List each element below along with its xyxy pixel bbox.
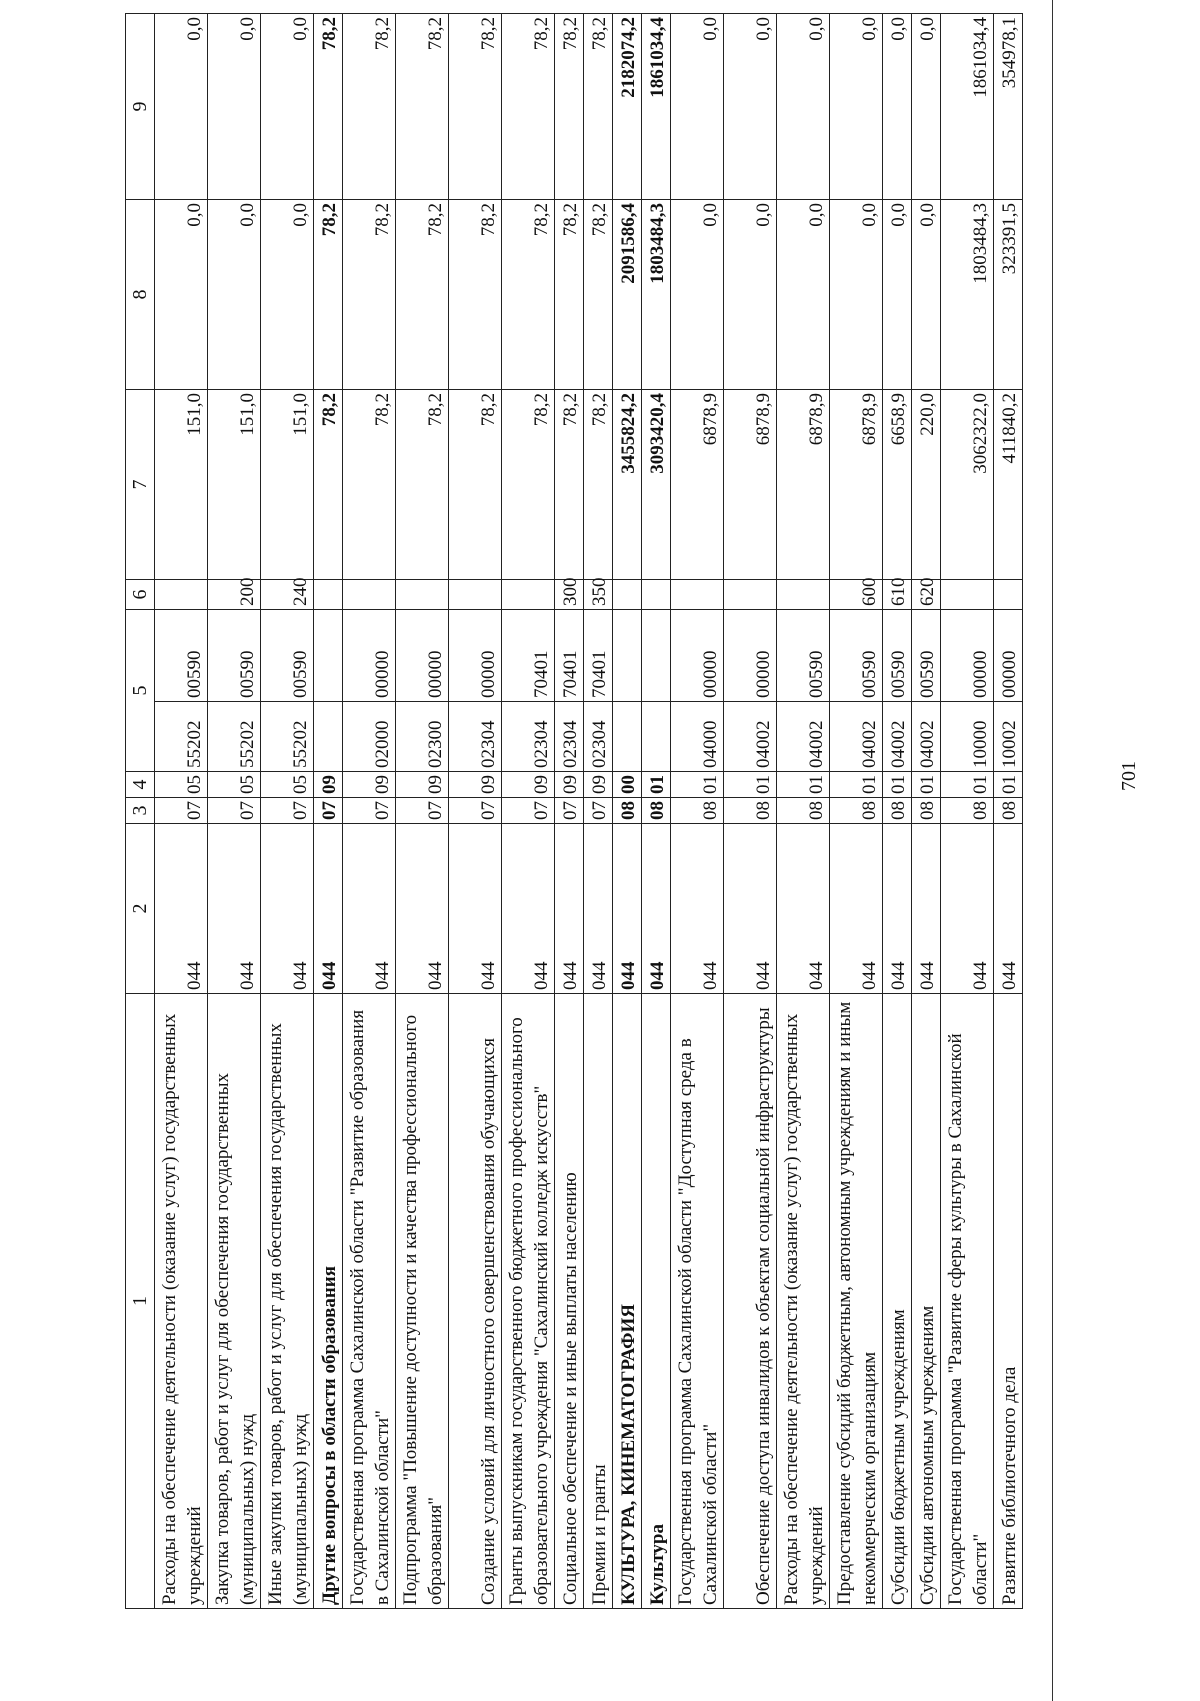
row-value-col7: 6878,9 [724, 390, 777, 580]
row-subsection: 01 [941, 772, 994, 798]
row-expense-type [642, 580, 671, 610]
row-section: 08 [941, 798, 994, 824]
row-name: Развитие библиотечного дела [994, 994, 1023, 1609]
row-admin-code: 044 [830, 824, 883, 994]
row-section: 07 [314, 798, 343, 824]
row-name: Расходы на обеспечение деятельности (оказание услуг) государственных учреждений [155, 994, 208, 1609]
row-expense-type [941, 580, 994, 610]
row-expense-type [502, 580, 555, 610]
row-target-article-1: 02000 [343, 702, 396, 772]
row-target-article-2: 00590 [883, 610, 912, 702]
row-expense-type: 240 [261, 580, 314, 610]
table-row [724, 14, 777, 1609]
row-target-article-1 [314, 702, 343, 772]
row-name: Государственная программа Сахалинской области "Доступная среда в Сахалинской области" [671, 994, 724, 1609]
row-value-col9: 0,0 [261, 14, 314, 200]
row-value-col8: 2091586,4 [613, 200, 642, 390]
row-section: 08 [883, 798, 912, 824]
row-value-col7: 6658,9 [883, 390, 912, 580]
row-name: КУЛЬТУРА, КИНЕМАТОГРАФИЯ [613, 994, 642, 1609]
header-row [126, 14, 155, 1609]
row-value-col8: 0,0 [261, 200, 314, 390]
row-expense-type [994, 580, 1023, 610]
row-section: 07 [208, 798, 261, 824]
row-admin-code: 044 [941, 824, 994, 994]
table-row [449, 14, 502, 1609]
row-value-col8: 0,0 [724, 200, 777, 390]
row-target-article-1: 55202 [261, 702, 314, 772]
row-subsection: 00 [613, 772, 642, 798]
row-admin-code: 044 [912, 824, 941, 994]
row-expense-type [671, 580, 724, 610]
row-value-col9: 0,0 [830, 14, 883, 200]
row-value-col9: 354978,1 [994, 14, 1023, 200]
row-value-col8: 78,2 [396, 200, 449, 390]
row-target-article-2: 00590 [155, 610, 208, 702]
row-target-article-2: 00590 [777, 610, 830, 702]
row-name: Подпрограмма "Повышение доступности и качества профессионального образования" [396, 994, 449, 1609]
row-expense-type: 300 [555, 580, 584, 610]
row-value-col7: 78,2 [584, 390, 613, 580]
row-name: Предоставление субсидий бюджетным, автономным учреждениям и иным некоммерческим организациям [830, 994, 883, 1609]
row-expense-type: 610 [883, 580, 912, 610]
table-row [584, 14, 613, 1609]
row-value-col8: 78,2 [343, 200, 396, 390]
row-target-article-1: 02304 [555, 702, 584, 772]
row-section: 07 [555, 798, 584, 824]
row-admin-code: 044 [343, 824, 396, 994]
row-value-col7: 151,0 [261, 390, 314, 580]
row-target-article-2: 00000 [994, 610, 1023, 702]
table-row [155, 14, 208, 1609]
row-value-col7: 411840,2 [994, 390, 1023, 580]
row-section: 07 [261, 798, 314, 824]
row-section: 07 [502, 798, 555, 824]
table-row [343, 14, 396, 1609]
table-row [912, 14, 941, 1609]
row-admin-code: 044 [208, 824, 261, 994]
row-target-article-1 [642, 702, 671, 772]
row-target-article-2: 00000 [941, 610, 994, 702]
row-target-article-1: 04002 [830, 702, 883, 772]
budget-table [125, 13, 1023, 1609]
row-value-col9: 0,0 [912, 14, 941, 200]
row-target-article-2: 00000 [343, 610, 396, 702]
row-name: Создание условий для личностного совершенствования обучающихся [449, 994, 502, 1609]
header-col-5: 5 [126, 610, 155, 772]
row-value-col8: 0,0 [208, 200, 261, 390]
row-subsection: 01 [777, 772, 830, 798]
header-col-9: 9 [126, 14, 155, 200]
row-value-col8: 1803484,3 [941, 200, 994, 390]
row-value-col7: 6878,9 [777, 390, 830, 580]
row-name: Расходы на обеспечение деятельности (оказание услуг) государственных учреждений [777, 994, 830, 1609]
row-admin-code: 044 [155, 824, 208, 994]
row-value-col9: 78,2 [555, 14, 584, 200]
header-col-6: 6 [126, 580, 155, 610]
row-admin-code: 044 [777, 824, 830, 994]
row-value-col9: 0,0 [671, 14, 724, 200]
row-target-article-2: 00000 [671, 610, 724, 702]
row-target-article-2: 70401 [584, 610, 613, 702]
table-row [261, 14, 314, 1609]
row-value-col7: 151,0 [155, 390, 208, 580]
row-target-article-1: 02304 [584, 702, 613, 772]
row-value-col7: 151,0 [208, 390, 261, 580]
row-name: Обеспечение доступа инвалидов к объектам социальной инфраструктуры [724, 994, 777, 1609]
row-value-col9: 0,0 [883, 14, 912, 200]
table-row [396, 14, 449, 1609]
row-admin-code: 044 [396, 824, 449, 994]
header-col-1: 1 [126, 994, 155, 1609]
row-subsection: 09 [502, 772, 555, 798]
table-row [830, 14, 883, 1609]
row-value-col8: 78,2 [584, 200, 613, 390]
row-value-col7: 6878,9 [671, 390, 724, 580]
row-expense-type [613, 580, 642, 610]
row-target-article-2: 00590 [830, 610, 883, 702]
row-value-col7: 78,2 [555, 390, 584, 580]
table-row [613, 14, 642, 1609]
row-name: Другие вопросы в области образования [314, 994, 343, 1609]
row-section: 08 [642, 798, 671, 824]
row-name: Закупка товаров, работ и услуг для обеспечения государственных (муниципальных) нужд [208, 994, 261, 1609]
row-subsection: 09 [314, 772, 343, 798]
row-subsection: 01 [642, 772, 671, 798]
table-row [671, 14, 724, 1609]
row-subsection: 09 [584, 772, 613, 798]
row-section: 08 [777, 798, 830, 824]
row-value-col8: 323391,5 [994, 200, 1023, 390]
row-subsection: 05 [208, 772, 261, 798]
table-row [642, 14, 671, 1609]
row-admin-code: 044 [994, 824, 1023, 994]
row-target-article-2: 00590 [912, 610, 941, 702]
row-expense-type: 350 [584, 580, 613, 610]
row-value-col9: 78,2 [343, 14, 396, 200]
row-section: 08 [613, 798, 642, 824]
row-subsection: 05 [261, 772, 314, 798]
row-section: 07 [449, 798, 502, 824]
row-section: 07 [584, 798, 613, 824]
row-name: Иные закупки товаров, работ и услуг для обеспечения государственных (муниципальных) нужд [261, 994, 314, 1609]
row-expense-type: 600 [830, 580, 883, 610]
row-target-article-1: 04002 [724, 702, 777, 772]
row-expense-type: 620 [912, 580, 941, 610]
table-row [883, 14, 912, 1609]
row-admin-code: 044 [724, 824, 777, 994]
row-value-col7: 3062322,0 [941, 390, 994, 580]
table-row [502, 14, 555, 1609]
page-number: 701 [1118, 761, 1140, 791]
row-value-col7: 78,2 [449, 390, 502, 580]
row-target-article-2: 70401 [555, 610, 584, 702]
row-expense-type [314, 580, 343, 610]
row-expense-type: 200 [208, 580, 261, 610]
header-col-2: 2 [126, 824, 155, 994]
row-section: 08 [830, 798, 883, 824]
row-value-col9: 78,2 [449, 14, 502, 200]
table-row [208, 14, 261, 1609]
row-value-col9: 0,0 [777, 14, 830, 200]
row-expense-type [449, 580, 502, 610]
row-subsection: 05 [155, 772, 208, 798]
row-section: 07 [155, 798, 208, 824]
row-value-col8: 0,0 [671, 200, 724, 390]
row-value-col7: 220,0 [912, 390, 941, 580]
row-name: Субсидии автономным учреждениям [912, 994, 941, 1609]
row-subsection: 01 [830, 772, 883, 798]
row-name: Субсидии бюджетным учреждениям [883, 994, 912, 1609]
row-subsection: 01 [912, 772, 941, 798]
row-target-article-1: 02300 [396, 702, 449, 772]
row-value-col9: 1861034,4 [941, 14, 994, 200]
row-target-article-2: 00000 [724, 610, 777, 702]
row-target-article-1: 04000 [671, 702, 724, 772]
row-name: Государственная программа "Развитие сферы культуры в Сахалинской области" [941, 994, 994, 1609]
row-target-article-2: 00590 [261, 610, 314, 702]
row-target-article-2 [314, 610, 343, 702]
row-subsection: 09 [449, 772, 502, 798]
header-col-7: 7 [126, 390, 155, 580]
row-value-col7: 78,2 [343, 390, 396, 580]
row-target-article-1: 10000 [941, 702, 994, 772]
row-expense-type [343, 580, 396, 610]
row-admin-code: 044 [555, 824, 584, 994]
row-target-article-2: 00000 [396, 610, 449, 702]
row-name: Культура [642, 994, 671, 1609]
row-target-article-1 [613, 702, 642, 772]
row-value-col7: 3093420,4 [642, 390, 671, 580]
header-col-3: 3 [126, 798, 155, 824]
row-value-col9: 0,0 [208, 14, 261, 200]
row-subsection: 01 [994, 772, 1023, 798]
row-expense-type [724, 580, 777, 610]
row-value-col9: 1861034,4 [642, 14, 671, 200]
row-name: Премии и гранты [584, 994, 613, 1609]
row-value-col8: 78,2 [314, 200, 343, 390]
row-target-article-1: 55202 [155, 702, 208, 772]
row-value-col8: 0,0 [777, 200, 830, 390]
row-value-col7: 6878,9 [830, 390, 883, 580]
row-target-article-2 [642, 610, 671, 702]
row-target-article-1: 55202 [208, 702, 261, 772]
row-name: Гранты выпускникам государственного бюджетного профессионального образовательного учреждения "Сахалинский колледж искусств" [502, 994, 555, 1609]
row-expense-type [777, 580, 830, 610]
row-value-col9: 78,2 [396, 14, 449, 200]
row-admin-code: 044 [883, 824, 912, 994]
row-value-col9: 78,2 [314, 14, 343, 200]
row-subsection: 09 [343, 772, 396, 798]
row-value-col8: 78,2 [449, 200, 502, 390]
scan-fold-line [1052, 0, 1053, 1701]
row-subsection: 09 [396, 772, 449, 798]
row-expense-type [396, 580, 449, 610]
table-row [777, 14, 830, 1609]
row-target-article-2: 70401 [502, 610, 555, 702]
row-name: Социальное обеспечение и иные выплаты населению [555, 994, 584, 1609]
row-subsection: 09 [555, 772, 584, 798]
row-section: 08 [724, 798, 777, 824]
row-section: 08 [671, 798, 724, 824]
row-admin-code: 044 [642, 824, 671, 994]
row-value-col9: 78,2 [502, 14, 555, 200]
row-target-article-2 [613, 610, 642, 702]
row-subsection: 01 [724, 772, 777, 798]
row-target-article-1: 02304 [502, 702, 555, 772]
row-value-col9: 78,2 [584, 14, 613, 200]
row-section: 08 [994, 798, 1023, 824]
row-value-col9: 2182074,2 [613, 14, 642, 200]
row-expense-type [155, 580, 208, 610]
table-row [994, 14, 1023, 1609]
row-value-col7: 3455824,2 [613, 390, 642, 580]
row-value-col7: 78,2 [396, 390, 449, 580]
row-target-article-1: 10002 [994, 702, 1023, 772]
row-target-article-2: 00590 [208, 610, 261, 702]
row-target-article-1: 04002 [912, 702, 941, 772]
row-target-article-1: 04002 [883, 702, 912, 772]
row-value-col8: 0,0 [155, 200, 208, 390]
row-admin-code: 044 [314, 824, 343, 994]
row-value-col8: 1803484,3 [642, 200, 671, 390]
row-value-col7: 78,2 [314, 390, 343, 580]
row-subsection: 01 [671, 772, 724, 798]
row-admin-code: 044 [671, 824, 724, 994]
row-admin-code: 044 [613, 824, 642, 994]
row-target-article-2: 00000 [449, 610, 502, 702]
row-value-col8: 78,2 [502, 200, 555, 390]
row-target-article-1: 04002 [777, 702, 830, 772]
row-admin-code: 044 [261, 824, 314, 994]
row-value-col8: 78,2 [555, 200, 584, 390]
row-value-col8: 0,0 [830, 200, 883, 390]
table-row [314, 14, 343, 1609]
row-section: 07 [396, 798, 449, 824]
row-target-article-1: 02304 [449, 702, 502, 772]
row-admin-code: 044 [449, 824, 502, 994]
row-value-col8: 0,0 [883, 200, 912, 390]
row-admin-code: 044 [584, 824, 613, 994]
table-row [555, 14, 584, 1609]
row-subsection: 01 [883, 772, 912, 798]
row-name: Государственная программа Сахалинской области "Развитие образования в Сахалинской области" [343, 994, 396, 1609]
row-section: 07 [343, 798, 396, 824]
header-col-4: 4 [126, 772, 155, 798]
row-value-col7: 78,2 [502, 390, 555, 580]
row-admin-code: 044 [502, 824, 555, 994]
row-value-col9: 0,0 [155, 14, 208, 200]
table-row [941, 14, 994, 1609]
header-col-8: 8 [126, 200, 155, 390]
row-section: 08 [912, 798, 941, 824]
row-value-col9: 0,0 [724, 14, 777, 200]
row-value-col8: 0,0 [912, 200, 941, 390]
